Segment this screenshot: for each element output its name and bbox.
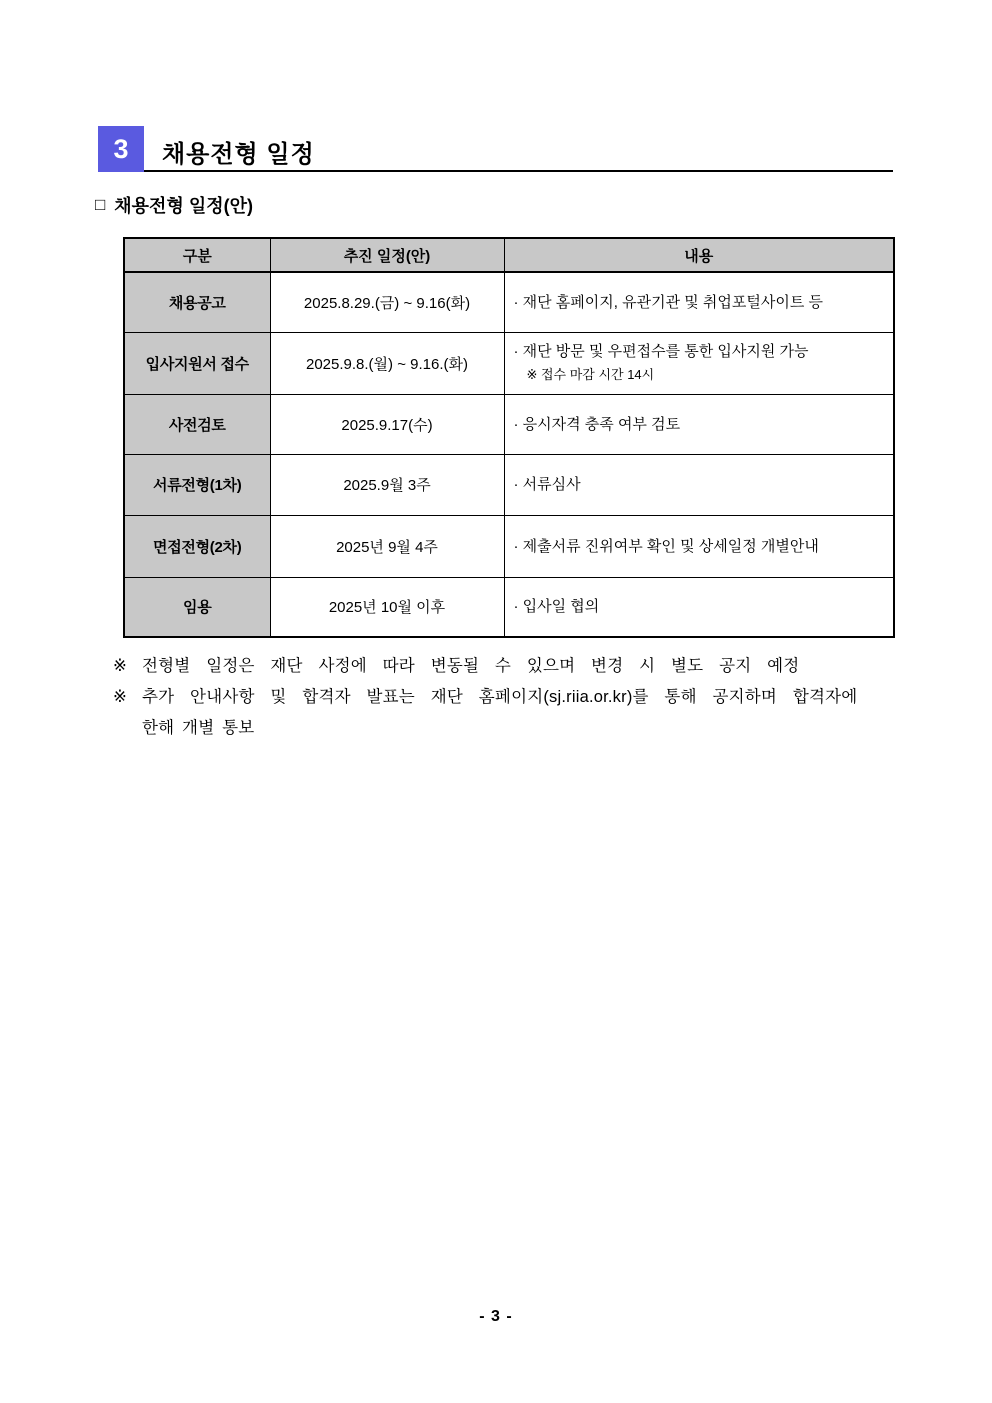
cell-category: 서류전형(1차) [124, 454, 270, 515]
cell-schedule: 2025.9.8.(월) ~ 9.16.(화) [270, 332, 504, 394]
cell-schedule: 2025년 10월 이후 [270, 577, 504, 637]
cell-category: 입사지원서 접수 [124, 332, 270, 394]
section-header [98, 126, 893, 172]
column-header-schedule: 추진 일정(안) [270, 238, 504, 272]
cell-content: · 서류심사 [504, 454, 894, 515]
cell-content: · 응시자격 충족 여부 검토 [504, 394, 894, 454]
cell-schedule: 2025.8.29.(금) ~ 9.16(화) [270, 272, 504, 332]
table-row [124, 454, 894, 515]
subheading-label: 채용전형 일정(안) [114, 196, 253, 216]
cell-category: 사전검토 [124, 394, 270, 454]
document-page [95, 126, 893, 744]
footnote-text: 추가 안내사항 및 합격자 발표는 재단 홈페이지(sj.riia.or.kr)를 통해 공지하며 합격자에 한해 개별 통보 [142, 688, 858, 737]
cell-content: · 제출서류 진위여부 확인 및 상세일정 개별안내 [504, 515, 894, 577]
subheading [95, 192, 893, 218]
table-row [124, 515, 894, 577]
cell-schedule: 2025.9.17(수) [270, 394, 504, 454]
cell-category: 면접전형(2차) [124, 515, 270, 577]
footnote-text: 전형별 일정은 재단 사정에 따라 변동될 수 있으며 변경 시 별도 공지 예정 [142, 657, 800, 675]
column-header-content: 내용 [504, 238, 894, 272]
table-header-row [124, 238, 894, 272]
reference-mark-icon: ※ [113, 688, 127, 706]
cell-content-subnote: ※ 접수 마감 시간 14시 [526, 367, 655, 382]
table-row [124, 394, 894, 454]
section-number-badge: 3 [98, 126, 144, 172]
footnotes [113, 651, 893, 744]
page-number: - 3 - [479, 1308, 513, 1325]
footnote-text-continuation: 한해 개별 통보 [142, 719, 255, 737]
table-row [124, 272, 894, 332]
cell-category: 채용공고 [124, 272, 270, 332]
schedule-table [123, 237, 895, 638]
footnote [113, 651, 893, 682]
reference-mark-icon: ※ [113, 657, 127, 675]
cell-schedule: 2025.9월 3주 [270, 454, 504, 515]
page-title: 채용전형 일정 [162, 141, 315, 168]
table-row [124, 577, 894, 637]
cell-category: 임용 [124, 577, 270, 637]
cell-schedule: 2025년 9월 4주 [270, 515, 504, 577]
square-bullet-icon: □ [95, 195, 106, 214]
cell-content: · 재단 방문 및 우편접수를 통한 입사지원 가능 ※ 접수 마감 시간 14시 [504, 332, 894, 394]
table-row [124, 332, 894, 394]
column-header-category: 구분 [124, 238, 270, 272]
footnote [113, 682, 893, 744]
cell-content: · 입사일 협의 [504, 577, 894, 637]
cell-content: · 재단 홈페이지, 유관기관 및 취업포털사이트 등 [504, 272, 894, 332]
